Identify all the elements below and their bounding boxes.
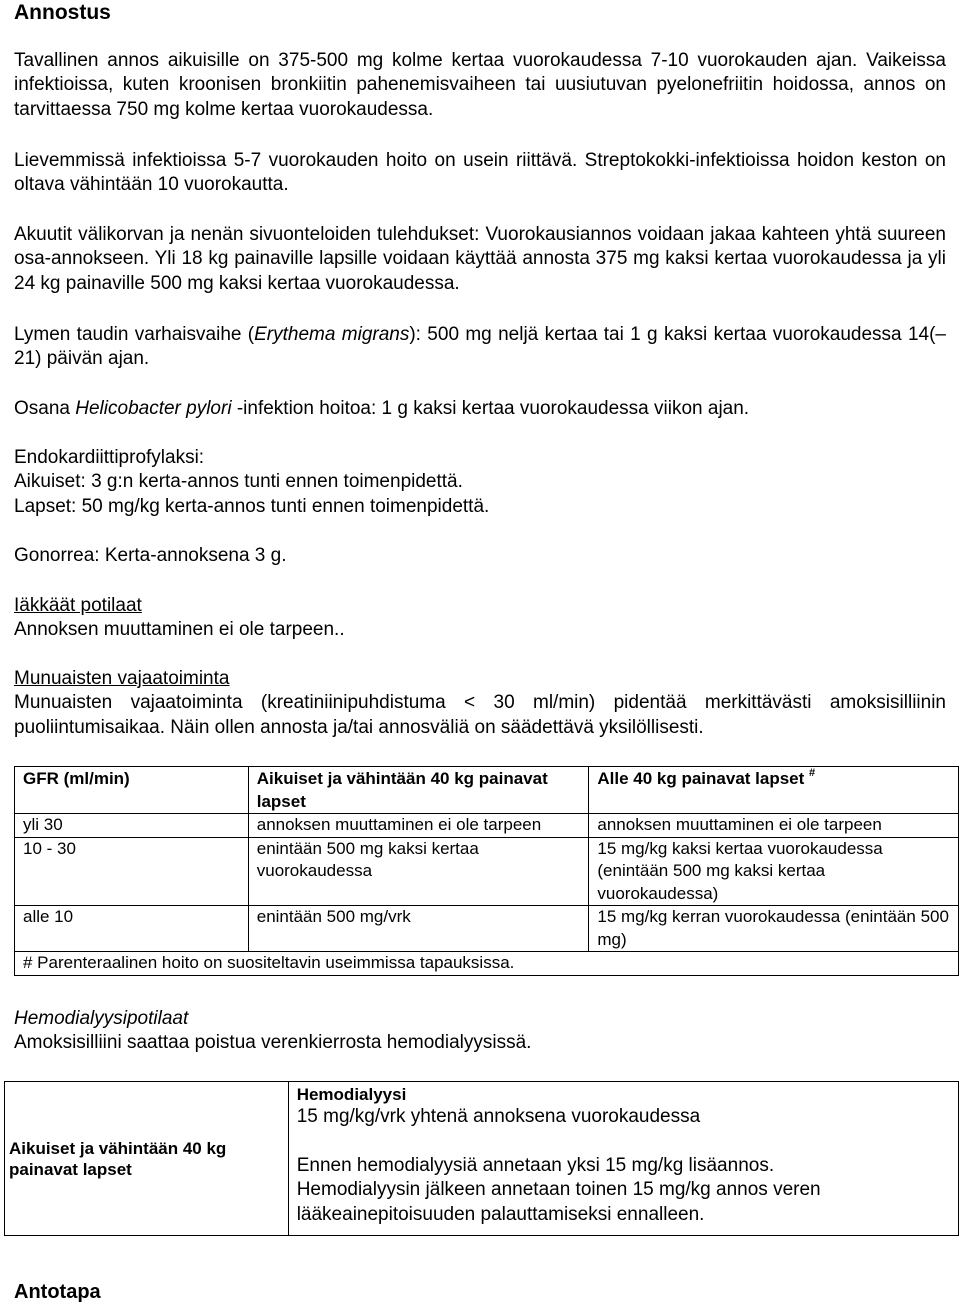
header-gfr: GFR (ml/min) <box>23 769 130 788</box>
lyme-text-before: Lymen taudin varhaisvaihe ( <box>14 324 255 345</box>
renal-section <box>14 667 946 740</box>
table-cell: annoksen muuttaminen ei ole tarpeen <box>589 814 959 838</box>
lyme-text-after: ): 500 mg neljä kertaa tai 1 g kaksi kertaa vuorokaudessa 14(– 21) päivän ajan. <box>14 324 946 370</box>
elderly-title: Iäkkäät potilaat <box>14 595 142 616</box>
table-cell: enintään 500 mg/vrk <box>248 906 589 952</box>
endocarditis-section <box>14 446 489 519</box>
table-footnote: # Parenteraalinen hoito on suositeltavin useimmissa tapauksissa. <box>15 952 959 976</box>
hemodialysis-left-cell <box>5 1082 289 1236</box>
paragraph-otitis-sinusitis: Akuutit välikorvan ja nenän sivuonteloiden tulehdukset: Vuorokausiannos voidaan jakaa kahteen yhtä suureen osa-annokseen. Yli 18 kg painaville lapsille voidaan käyttää annosta 375 mg kaksi kertaa vuorokaudessa ja yli 24 kg painaville 500 mg kaksi kertaa vuorokaudessa. <box>14 224 946 294</box>
hemodialysis-dose: 15 mg/kg/vrk yhtenä annoksena vuorokaudessa <box>296 1106 701 1127</box>
table-cell: 15 mg/kg kaksi kertaa vuorokaudessa (enintään 500 mg kaksi kertaa vuorokaudessa) <box>589 837 959 906</box>
hemodialysis-header: Hemodialyysi <box>296 1085 407 1104</box>
table-cell: 10 - 30 <box>15 837 249 906</box>
hemodialysis-text: Amoksisilliini saattaa poistua verenkierrosta hemodialyysissä. <box>14 1032 532 1054</box>
table-cell: yli 30 <box>15 814 249 838</box>
heading-annostus: Annostus <box>14 1 111 24</box>
hemodialysis-table <box>4 1081 959 1236</box>
table-row <box>15 906 959 952</box>
gfr-header-cell <box>589 767 959 814</box>
paragraph-mild-infections: Lievemmissä infektioissa 5-7 vuorokauden hoito on usein riittävä. Streptokokki-infektioissa hoidon keston on oltava vähintään 10 vuorokautta. <box>14 150 946 196</box>
table-footnote-row <box>15 952 959 976</box>
table-cell: enintään 500 mg kaksi kertaa vuorokaudessa <box>248 837 589 906</box>
gfr-header-cell <box>15 767 249 814</box>
elderly-section <box>14 594 345 643</box>
hemodialysis-section <box>14 1007 531 1056</box>
elderly-text: Annoksen muuttaminen ei ole tarpeen.. <box>14 619 345 641</box>
gonorrhea-line: Gonorrea: Kerta-annoksena 3 g. <box>14 545 287 566</box>
renal-title: Munuaisten vajaatoiminta <box>14 668 230 689</box>
table-cell: annoksen muuttaminen ei ole tarpeen <box>248 814 589 838</box>
heading-antotapa: Antotapa <box>14 1281 101 1303</box>
renal-text: Munuaisten vajaatoiminta (kreatiniinipuhdistuma < 30 ml/min) pidentää merkittävästi amoksisilliinin puoliintumisaikaa. Näin ollen annosta ja/tai annosväliä on säädettävä yksilöllisesti. <box>14 692 946 738</box>
table-row <box>15 814 959 838</box>
helicobacter-text-after: -infektion hoitoa: 1 g kaksi kertaa vuorokaudessa viikon ajan. <box>231 398 750 419</box>
gfr-table <box>14 766 959 976</box>
table-cell: alle 10 <box>15 906 249 952</box>
table-row <box>15 837 959 906</box>
hemodialysis-group-label: Aikuiset ja vähintään 40 kg painavat lapset <box>9 1138 227 1179</box>
paragraph-helicobacter <box>14 397 946 421</box>
endocarditis-adults: Aikuiset: 3 g:n kerta-annos tunti ennen toimenpidettä. <box>14 471 463 493</box>
table-cell: 15 mg/kg kerran vuorokaudessa (enintään 500 mg) <box>589 906 959 952</box>
lyme-italic: Erythema migrans <box>254 324 410 345</box>
hemodialysis-title: Hemodialyysipotilaat <box>14 1008 189 1029</box>
spacer <box>297 1130 950 1154</box>
endocarditis-title: Endokardiittiprofylaksi: <box>14 447 205 468</box>
endocarditis-children: Lapset: 50 mg/kg kerta-annos tunti ennen toimenpidettä. <box>14 495 490 517</box>
gfr-table-header <box>15 767 959 814</box>
hemodialysis-before: Ennen hemodialyysiä annetaan yksi 15 mg/kg lisäannos. <box>296 1154 775 1176</box>
paragraph-lyme <box>14 323 946 372</box>
gfr-header-cell <box>248 767 589 814</box>
header-children: Alle 40 kg painavat lapset <box>597 769 805 788</box>
helicobacter-italic: Helicobacter pylori <box>75 398 232 419</box>
table-row <box>5 1082 959 1236</box>
footnote-marker: # <box>809 767 816 779</box>
paragraph-usual-dose: Tavallinen annos aikuisille on 375-500 mg kolme kertaa vuorokaudessa 7-10 vuorokauden ajan. Vaikeissa infektioissa, kuten kroonisen bronkiitin pahenemisvaiheen tai uusiutuvan pyelonefriitin hoidossa, annos on tarvittaessa 750 mg kolme kertaa vuorokaudessa. <box>14 50 946 120</box>
hemodialysis-after: Hemodialyysin jälkeen annetaan toinen 15 mg/kg annos veren lääkeainepitoisuuden palauttamiseksi ennalleen. <box>296 1179 821 1225</box>
header-adults: Aikuiset ja vähintään 40 kg painavat lapset <box>256 769 548 811</box>
hemodialysis-right-cell <box>288 1082 958 1236</box>
helicobacter-text-before: Osana <box>14 398 76 419</box>
